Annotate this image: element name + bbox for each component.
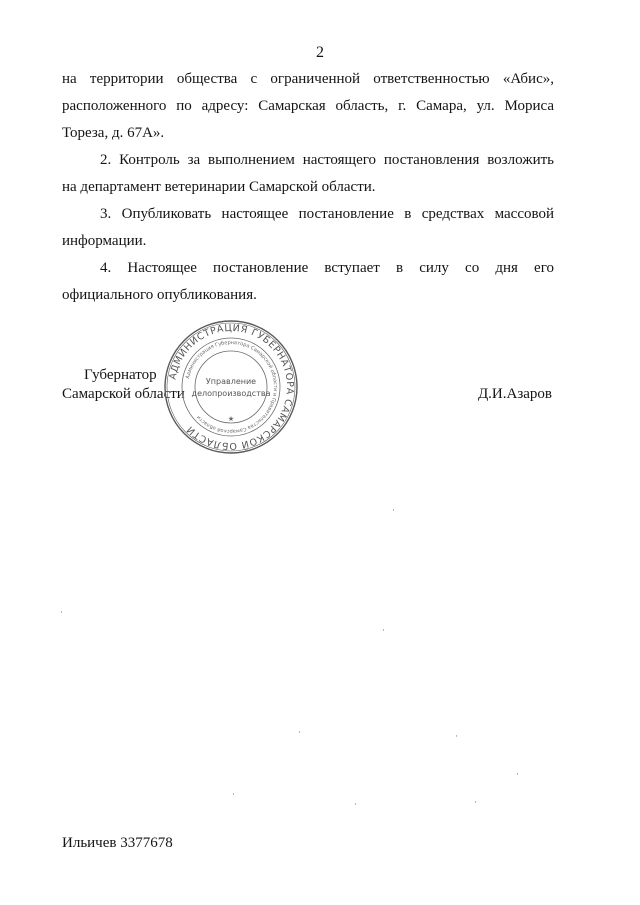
paragraph-1-line-3: Тореза, д. 67А».: [62, 125, 165, 141]
paragraph-4-line-1: 4. Настоящее постановление вступает в силу со дня его: [100, 260, 554, 276]
scan-speck: ·: [516, 770, 519, 780]
document-body: [62, 66, 554, 309]
scan-speck: ·: [232, 790, 235, 800]
scan-speck: ·: [455, 732, 458, 742]
signer-title-line-2: Самарской области: [62, 386, 185, 402]
scan-speck: ·: [392, 506, 395, 516]
paragraph-4-line-2: официального опубликования.: [62, 287, 257, 303]
scan-speck: ·: [298, 728, 301, 738]
paragraph-1-line-2: расположенного по адресу: Самарская область, г. Самара, ул. Мориса: [62, 98, 554, 114]
stamp-center-line-2: делопроизводства: [191, 389, 271, 398]
official-stamp-seal: [162, 318, 300, 456]
scan-speck: ·: [382, 626, 385, 636]
stamp-outer-text: АДМИНИСТРАЦИЯ ГУБЕРНАТОРА САМАРСКОЙ ОБЛАСТИ: [167, 322, 296, 452]
stamp-inner-text: Администрация Губернатора Самарской области и Правительства Самарской области: [184, 339, 279, 435]
signer-name: Д.И.Азаров: [477, 386, 552, 402]
paragraph-3-line-2: информации.: [62, 233, 147, 249]
signer-title-line-1: Губернатор: [84, 367, 157, 383]
scan-speck: ·: [60, 608, 63, 618]
paragraph-2-line-2: на департамент ветеринарии Самарской области.: [62, 179, 376, 195]
page-number: 2: [316, 44, 324, 61]
executor-reference: Ильичев 3377678: [62, 835, 173, 851]
scan-speck: ·: [474, 798, 477, 808]
paragraph-2-line-1: 2. Контроль за выполнением настоящего постановления возложить: [100, 152, 554, 168]
paragraph-1-line-1: на территории общества с ограниченной ответственностью «Абис»,: [62, 71, 554, 87]
stamp-center-line-1: Управление: [205, 377, 257, 386]
scan-speck: ·: [354, 800, 357, 810]
paragraph-3-line-1: 3. Опубликовать настоящее постановление в средствах массовой: [100, 206, 554, 222]
stamp-star-icon: ★: [227, 415, 235, 423]
